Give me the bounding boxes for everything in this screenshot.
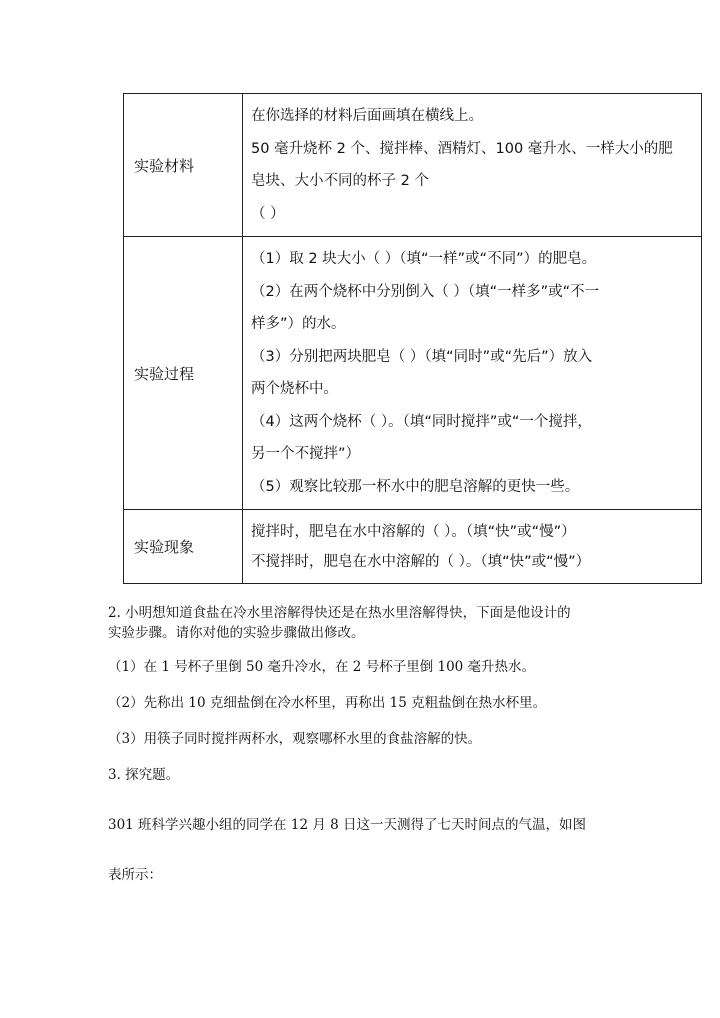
content-line: 搅拌时，肥皂在水中溶解的（ ）。（填“快”或“慢”） [251, 523, 576, 540]
row-content-process [243, 237, 702, 510]
question-3-text-line-2: 表所示： [108, 867, 162, 883]
content-line: （4）这两个烧杯（ ）。（填“同时搅拌”或“一个搅拌， [251, 413, 592, 430]
content-line: （3）分别把两块肥皂（ ）（填“同时”或“先后”）放入 [251, 348, 593, 365]
content-line: 50 毫升烧杯 2 个、搅拌棒、酒精灯、100 毫升水、一样大小的肥 [251, 140, 673, 157]
content-line: 不搅拌时，肥皂在水中溶解的（ ）。（填“快”或“慢”） [251, 553, 591, 570]
question-2-step-2: （2）先称出 10 克细盐倒在冷水杯里，再称出 15 克粗盐倒在热水杯里。 [108, 695, 547, 711]
content-line: 样多”）的水。 [251, 316, 346, 332]
content-line: （2）在两个烧杯中分别倒入（ ）（填“一样多”或“不一 [251, 283, 600, 300]
question-3-text-line-1: 301 班科学兴趣小组的同学在 12 月 8 日这一天测得了七天时间点的气温，如图 [108, 817, 586, 833]
question-3-title: 3. 探究题。 [108, 767, 180, 783]
content-line: 两个烧杯中。 [251, 381, 338, 397]
table-row-phenomenon [124, 510, 702, 584]
question-2-step-3: （3）用筷子同时搅拌两杯水，观察哪杯水里的食盐溶解的快。 [108, 731, 482, 747]
row-content-phenomenon [243, 510, 702, 584]
row-label-materials: 实验材料 [124, 94, 243, 237]
content-line: （5）观察比较那一杯水中的肥皂溶解的更快一些。 [251, 478, 580, 495]
experiment-table [123, 93, 702, 584]
row-label-process: 实验过程 [124, 237, 243, 510]
row-label-phenomenon: 实验现象 [124, 510, 243, 584]
question-2-intro [108, 603, 628, 643]
table-row-process [124, 237, 702, 510]
content-line: （1）取 2 块大小（ ）（填“一样”或“不同”）的肥皂。 [251, 251, 597, 267]
content-line: 另一个不搅拌”） [251, 446, 361, 462]
question-2-intro-line-1: 2. 小明想知道食盐在冷水里溶解得快还是在热水里溶解得快，下面是他设计的 [108, 605, 571, 621]
row-content-materials [243, 94, 702, 237]
question-2-step-1: （1）在 1 号杯子里倒 50 毫升冷水，在 2 号杯子里倒 100 毫升热水。 [108, 659, 536, 675]
answer-blank[interactable]: （ ） [251, 205, 285, 222]
content-line: 在你选择的材料后面画填在横线上。 [251, 108, 483, 124]
content-line: 皂块、大小不同的杯子 2 个 [251, 173, 429, 189]
question-2-intro-line-2: 实验步骤。请你对他的实验步骤做出修改。 [108, 625, 365, 641]
table-row-materials [124, 94, 702, 237]
